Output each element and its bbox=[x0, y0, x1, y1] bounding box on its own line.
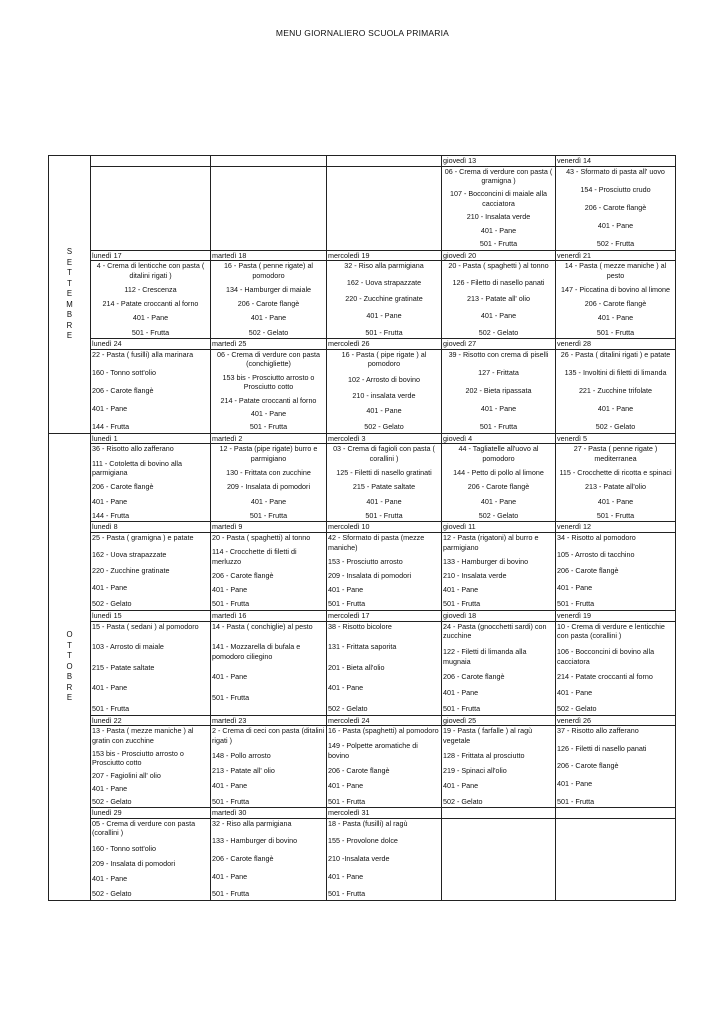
day-menu-cell bbox=[91, 349, 211, 433]
menu-item: 25 - Pasta ( gramigna ) e patate bbox=[92, 532, 194, 542]
day-header: venerdì 28 bbox=[556, 339, 676, 350]
day-menu-cell bbox=[327, 349, 442, 433]
menu-item: 401 - Pane bbox=[92, 404, 128, 414]
menu-item: 401 - Pane bbox=[212, 871, 248, 881]
menu-item: 501 - Frutta bbox=[131, 327, 170, 337]
menu-item: 162 - Uova strapazzate bbox=[346, 277, 422, 287]
menu-item: 18 - Pasta (fusilli) al ragù bbox=[328, 818, 408, 828]
week-header-row bbox=[49, 522, 676, 533]
menu-item: 12 - Pasta (pipe rigate) burro e parmigiano bbox=[219, 444, 318, 463]
menu-item: 401 - Pane bbox=[328, 585, 364, 595]
menu-item: 206 - Carote flangè bbox=[443, 672, 505, 682]
menu-item: 103 - Arrosto di maiale bbox=[92, 642, 164, 652]
menu-item: 502 - Gelato bbox=[557, 703, 597, 713]
menu-item: 20 - Pasta ( spaghetti ) al tonno bbox=[448, 261, 549, 271]
menu-item: 206 - Carote flangè bbox=[212, 853, 274, 863]
week-menu-row bbox=[49, 166, 676, 250]
menu-item: 06 - Crema di verdure con pasta ( gramigna ) bbox=[444, 166, 553, 186]
menu-item: 501 - Frutta bbox=[443, 599, 481, 609]
menu-item: 14 - Pasta ( mezze maniche ) al pesto bbox=[564, 261, 667, 280]
day-menu-cell bbox=[211, 349, 327, 433]
menu-item: 131 - Frittata saporita bbox=[328, 642, 397, 652]
day-header: giovedì 25 bbox=[442, 715, 556, 726]
menu-item: 501 - Frutta bbox=[249, 422, 288, 432]
menu-item: 502 - Gelato bbox=[248, 327, 289, 337]
menu-item: 114 - Crocchette di filetti di merluzzo bbox=[212, 547, 297, 566]
menu-item: 401 - Pane bbox=[92, 783, 128, 793]
menu-item: 502 - Gelato bbox=[478, 327, 519, 337]
day-menu-cell bbox=[556, 621, 676, 715]
day-header: giovedì 27 bbox=[442, 339, 556, 350]
menu-item: 401 - Pane bbox=[92, 582, 128, 592]
menu-item: 401 - Pane bbox=[250, 313, 287, 323]
week-header-row bbox=[49, 715, 676, 726]
week-header-row bbox=[49, 156, 676, 167]
menu-item: 111 - Cotoletta di bovino alla parmigiana bbox=[92, 458, 183, 478]
menu-item: 144 - Frutta bbox=[92, 510, 130, 520]
day-header: lunedì 1 bbox=[91, 433, 211, 444]
day-menu-cell bbox=[556, 444, 676, 522]
menu-item: 501 - Frutta bbox=[249, 510, 288, 520]
menu-item: 105 - Arrosto di tacchino bbox=[557, 549, 635, 559]
menu-item: 27 - Pasta ( penne rigate ) mediterranea bbox=[573, 444, 658, 463]
day-header: venerdì 19 bbox=[556, 610, 676, 621]
day-header: giovedì 13 bbox=[442, 156, 556, 167]
menu-item: 501 - Frutta bbox=[479, 238, 518, 248]
menu-item: 148 - Pollo arrosto bbox=[212, 750, 271, 760]
day-header: giovedì 11 bbox=[442, 522, 556, 533]
day-menu-cell bbox=[442, 349, 556, 433]
day-menu-cell bbox=[442, 166, 556, 250]
day-header: martedì 9 bbox=[211, 522, 327, 533]
menu-item: 213 - Patate all' olio bbox=[212, 766, 275, 776]
menu-item: 12 - Pasta (rigatoni) al burro e parmigiano bbox=[443, 532, 539, 552]
day-menu-cell bbox=[556, 349, 676, 433]
menu-item: 43 - Sformato di pasta all' uovo bbox=[566, 166, 665, 176]
menu-item: 125 - Filetti di nasello gratinati bbox=[336, 468, 432, 478]
menu-item: 153 - Prosciutto arrosto bbox=[328, 556, 403, 566]
menu-item: 209 - Insalata di pomodori bbox=[226, 482, 311, 492]
week-menu-row bbox=[49, 349, 676, 433]
menu-item: 206 - Carote flangè bbox=[584, 202, 647, 212]
menu-item: 214 - Patate croccanti al forno bbox=[557, 672, 653, 682]
menu-item: 206 - Carote flangè bbox=[92, 385, 154, 395]
menu-item: 401 - Pane bbox=[328, 871, 364, 881]
day-header: mercoledì 26 bbox=[327, 339, 442, 350]
day-menu-cell bbox=[327, 532, 442, 610]
day-menu-cell bbox=[211, 166, 327, 250]
day-header bbox=[556, 808, 676, 819]
day-menu-cell bbox=[327, 818, 442, 900]
day-menu-cell bbox=[211, 726, 327, 808]
menu-item: 207 - Fagiolini all' olio bbox=[92, 770, 161, 780]
day-header: lunedì 24 bbox=[91, 339, 211, 350]
menu-item: 160 - Tonno sott'olio bbox=[92, 367, 156, 377]
menu-item: 220 - Zucchine gratinate bbox=[92, 566, 170, 576]
day-menu-cell bbox=[556, 166, 676, 250]
menu-item: 133 - Hamburger di bovino bbox=[212, 836, 298, 846]
menu-item: 220 - Zucchine gratinate bbox=[345, 294, 423, 304]
menu-item: 144 - Frutta bbox=[92, 422, 130, 432]
menu-item: 501 - Frutta bbox=[328, 599, 366, 609]
menu-item: 22 - Pasta ( fusilli) alla marinara bbox=[92, 349, 194, 359]
menu-item: 160 - Tonno sott'olio bbox=[92, 843, 156, 853]
week-menu-row bbox=[49, 818, 676, 900]
menu-item: 153 bis - Prosciutto arrosto o Prosciutto cotto bbox=[222, 372, 315, 392]
week-header-row bbox=[49, 250, 676, 261]
day-menu-cell bbox=[211, 818, 327, 900]
menu-item: 501 - Frutta bbox=[596, 510, 635, 520]
menu-item: 34 - Risotto al pomodoro bbox=[557, 532, 636, 542]
menu-item: 401 - Pane bbox=[92, 496, 128, 506]
menu-item: 206 - Carote flangè bbox=[92, 482, 154, 492]
menu-item: 03 - Crema di fagioli con pasta ( corallini ) bbox=[333, 444, 435, 463]
menu-item: 106 - Bocconcini di bovino alla cacciatora bbox=[557, 646, 655, 666]
day-header: martedì 2 bbox=[211, 433, 327, 444]
menu-item: 401 - Pane bbox=[366, 406, 402, 416]
menu-item: 401 - Pane bbox=[480, 225, 517, 235]
menu-item: 05 - Crema di verdure con pasta (corallini ) bbox=[92, 818, 196, 838]
menu-item: 15 - Pasta ( sedani ) al pomodoro bbox=[92, 621, 199, 631]
day-menu-cell bbox=[327, 166, 442, 250]
day-menu-cell bbox=[556, 726, 676, 808]
menu-item: 213 - Patate all' olio bbox=[467, 294, 530, 304]
menu-item: 209 - Insalata di pomodori bbox=[328, 570, 412, 580]
menu-item: 206 - Carote flangè bbox=[467, 482, 530, 492]
menu-item: 401 - Pane bbox=[480, 310, 517, 320]
menu-item: 201 - Bieta all'olio bbox=[328, 662, 385, 672]
menu-item: 115 - Crocchette di ricotta e spinaci bbox=[559, 468, 672, 478]
menu-item: 401 - Pane bbox=[92, 683, 128, 693]
day-header: lunedì 22 bbox=[91, 715, 211, 726]
menu-item: 24 - Pasta (gnocchetti sardi) con zucchine bbox=[443, 621, 547, 641]
week-header-row bbox=[49, 433, 676, 444]
day-header bbox=[442, 808, 556, 819]
day-menu-cell bbox=[211, 444, 327, 522]
week-header-row bbox=[49, 610, 676, 621]
day-menu-cell bbox=[327, 444, 442, 522]
menu-item: 112 - Crescenza bbox=[124, 284, 177, 294]
menu-item: 206 - Carote flangè bbox=[557, 566, 619, 576]
menu-item: 401 - Pane bbox=[597, 313, 634, 323]
day-header: mercoledì 24 bbox=[327, 715, 442, 726]
month-label: O T T O B R E bbox=[49, 433, 91, 900]
menu-item: 502 - Gelato bbox=[443, 796, 483, 806]
menu-item: 401 - Pane bbox=[92, 873, 128, 883]
menu-item: 153 bis - Prosciutto arrosto o Prosciutto cotto bbox=[92, 748, 184, 768]
day-header: lunedì 15 bbox=[91, 610, 211, 621]
menu-item: 127 - Frittata bbox=[478, 367, 519, 377]
day-header bbox=[211, 156, 327, 167]
menu-item: 401 - Pane bbox=[597, 220, 634, 230]
menu-item: 401 - Pane bbox=[328, 781, 364, 791]
day-header bbox=[91, 156, 211, 167]
menu-item: 141 - Mozzarella di bufala e pomodoro ciliegino bbox=[212, 642, 301, 661]
menu-item: 401 - Pane bbox=[250, 496, 287, 506]
menu-item: 401 - Pane bbox=[328, 683, 364, 693]
day-menu-cell bbox=[91, 261, 211, 339]
menu-item: 502 - Gelato bbox=[328, 703, 368, 713]
menu-item: 20 - Pasta ( spaghetti) al tonno bbox=[212, 532, 311, 542]
day-header: martedì 16 bbox=[211, 610, 327, 621]
menu-item: 19 - Pasta ( farfalle ) al ragù vegetale bbox=[443, 726, 533, 745]
week-menu-row bbox=[49, 532, 676, 610]
menu-item: 401 - Pane bbox=[480, 404, 517, 414]
day-menu-cell bbox=[91, 818, 211, 900]
menu-item: 133 - Hamburger di bovino bbox=[443, 556, 529, 566]
menu-item: 122 - Filetti di limanda alla mugnaia bbox=[443, 646, 527, 666]
menu-item: 155 - Provolone dolce bbox=[328, 836, 398, 846]
menu-item: 501 - Frutta bbox=[212, 796, 250, 806]
menu-item: 501 - Frutta bbox=[92, 703, 130, 713]
menu-item: 401 - Pane bbox=[250, 408, 287, 418]
menu-item: 10 - Crema di verdure e lenticchie con pasta (corallini ) bbox=[557, 621, 665, 641]
day-menu-cell bbox=[91, 621, 211, 715]
menu-item: 210 - Insalata verde bbox=[443, 570, 507, 580]
week-menu-row bbox=[49, 261, 676, 339]
menu-item: 06 - Crema di verdure con pasta (conchigliette) bbox=[216, 349, 321, 369]
week-menu-row bbox=[49, 726, 676, 808]
day-menu-cell bbox=[442, 818, 556, 900]
menu-item: 16 - Pasta ( pipe rigate ) al pomodoro bbox=[341, 349, 427, 369]
menu-item: 219 - Spinaci all'olio bbox=[443, 766, 507, 776]
menu-item: 221 - Zucchine trifolate bbox=[578, 385, 653, 395]
day-menu-cell bbox=[442, 444, 556, 522]
menu-item: 210 -Insalata verde bbox=[328, 853, 390, 863]
menu-item: 210 - insalata verde bbox=[352, 390, 416, 400]
menu-item: 206 - Carote flangè bbox=[212, 570, 274, 580]
menu-item: 37 - Risotto allo zafferano bbox=[557, 726, 639, 736]
day-header: lunedì 17 bbox=[91, 250, 211, 261]
menu-item: 36 - Risotto allo zafferano bbox=[92, 444, 174, 454]
menu-item: 502 - Gelato bbox=[595, 422, 636, 432]
day-menu-cell bbox=[91, 726, 211, 808]
day-menu-cell bbox=[442, 261, 556, 339]
day-menu-cell bbox=[91, 532, 211, 610]
menu-item: 26 - Pasta ( ditalini rigati ) e patate bbox=[560, 349, 671, 359]
menu-item: 502 - Frutta bbox=[596, 238, 635, 248]
day-header: mercoledì 19 bbox=[327, 250, 442, 261]
day-menu-cell bbox=[442, 726, 556, 808]
menu-item: 501 - Frutta bbox=[443, 703, 481, 713]
day-menu-cell bbox=[91, 166, 211, 250]
menu-item: 162 - Uova strapazzate bbox=[92, 549, 167, 559]
week-menu-row bbox=[49, 444, 676, 522]
menu-item: 209 - Insalata di pomodori bbox=[92, 858, 176, 868]
menu-item: 401 - Pane bbox=[597, 496, 634, 506]
menu-item: 214 - Patate croccanti al forno bbox=[102, 299, 199, 309]
day-header: venerdì 21 bbox=[556, 250, 676, 261]
menu-item: 215 - Patate saltate bbox=[92, 662, 155, 672]
menu-item: 147 - Piccatina di bovino al limone bbox=[560, 284, 671, 294]
menu-item: 126 - Filetto di nasello panati bbox=[452, 277, 545, 287]
day-menu-cell bbox=[327, 726, 442, 808]
menu-item: 501 - Frutta bbox=[479, 422, 518, 432]
menu-item: 501 - Frutta bbox=[212, 599, 250, 609]
day-header: venerdì 26 bbox=[556, 715, 676, 726]
menu-item: 38 - Risotto bicolore bbox=[328, 621, 392, 631]
menu-item: 501 - Frutta bbox=[365, 510, 403, 520]
week-menu-row bbox=[49, 621, 676, 715]
menu-item: 501 - Frutta bbox=[596, 327, 635, 337]
page-title: MENU GIORNALIERO SCUOLA PRIMARIA bbox=[275, 28, 450, 38]
day-header: venerdì 12 bbox=[556, 522, 676, 533]
menu-item: 44 - Tagliatelle all'uovo al pomodoro bbox=[458, 444, 539, 463]
menu-item: 102 - Arrosto di bovino bbox=[348, 375, 420, 385]
menu-item: 13 - Pasta ( mezze maniche ) al gratin con zucchine bbox=[92, 726, 194, 745]
menu-item: 501 - Frutta bbox=[212, 889, 250, 899]
menu-item: 134 - Hamburger di maiale bbox=[225, 284, 312, 294]
menu-item: 401 - Pane bbox=[443, 688, 479, 698]
menu-item: 401 - Pane bbox=[212, 781, 248, 791]
menu-item: 128 - Frittata al prosciutto bbox=[443, 750, 525, 760]
menu-item: 401 - Pane bbox=[366, 310, 402, 320]
menu-item: 149 - Polpette aromatiche di bovino bbox=[328, 741, 418, 760]
menu-item: 16 - Pasta (spaghetti) al pomodoro bbox=[328, 726, 439, 736]
menu-item: 144 - Petto di pollo al limone bbox=[453, 468, 544, 478]
day-menu-cell bbox=[327, 261, 442, 339]
menu-item: 502 - Gelato bbox=[364, 422, 404, 432]
menu-item: 502 - Gelato bbox=[92, 796, 132, 806]
day-menu-cell bbox=[91, 444, 211, 522]
menu-item: 501 - Frutta bbox=[365, 327, 403, 337]
menu-item: 210 - Insalata verde bbox=[466, 212, 531, 222]
menu-item: 135 - Involtini di filetti di limanda bbox=[564, 367, 667, 377]
menu-item: 32 - Riso alla parmigiana bbox=[212, 818, 292, 828]
menu-item: 2 - Crema di ceci con pasta (ditalini rigati ) bbox=[212, 726, 325, 745]
day-header: venerdì 14 bbox=[556, 156, 676, 167]
day-header: martedì 25 bbox=[211, 339, 327, 350]
menu-item: 42 - Sformato di pasta (mezze maniche) bbox=[328, 532, 425, 552]
menu-item: 401 - Pane bbox=[557, 582, 593, 592]
day-header: mercoledì 17 bbox=[327, 610, 442, 621]
menu-item: 501 - Frutta bbox=[557, 599, 595, 609]
menu-table bbox=[48, 155, 676, 901]
menu-item: 401 - Pane bbox=[443, 585, 479, 595]
day-header bbox=[327, 156, 442, 167]
menu-item: 401 - Pane bbox=[212, 585, 248, 595]
week-header-row bbox=[49, 808, 676, 819]
menu-item: 401 - Pane bbox=[443, 781, 479, 791]
day-menu-cell bbox=[556, 818, 676, 900]
day-menu-cell bbox=[211, 261, 327, 339]
day-header: venerdì 5 bbox=[556, 433, 676, 444]
menu-item: 206 - Carote flangè bbox=[328, 766, 390, 776]
menu-item: 401 - Pane bbox=[212, 672, 248, 682]
day-header: mercoledì 10 bbox=[327, 522, 442, 533]
day-menu-cell bbox=[211, 532, 327, 610]
menu-item: 401 - Pane bbox=[132, 313, 169, 323]
menu-item: 32 - Riso alla parmigiana bbox=[344, 261, 424, 271]
menu-item: 401 - Pane bbox=[597, 404, 634, 414]
day-menu-cell bbox=[211, 621, 327, 715]
day-header: lunedì 8 bbox=[91, 522, 211, 533]
menu-item: 401 - Pane bbox=[480, 496, 517, 506]
day-header: giovedì 4 bbox=[442, 433, 556, 444]
menu-item: 501 - Frutta bbox=[328, 889, 366, 899]
month-label: S E T T E M B R E bbox=[49, 156, 91, 434]
menu-item: 401 - Pane bbox=[366, 496, 402, 506]
menu-item: 39 - Risotto con crema di piselli bbox=[448, 349, 549, 359]
menu-item: 206 - Carote flangè bbox=[237, 299, 300, 309]
menu-item: 202 - Bieta ripassata bbox=[465, 385, 532, 395]
menu-item: 502 - Gelato bbox=[92, 889, 132, 899]
menu-item: 206 - Carote flangè bbox=[557, 761, 619, 771]
menu-item: 501 - Frutta bbox=[212, 692, 250, 702]
menu-item: 206 - Carote flangè bbox=[584, 299, 647, 309]
day-header: martedì 23 bbox=[211, 715, 327, 726]
menu-item: 501 - Frutta bbox=[328, 796, 366, 806]
day-header: mercoledì 31 bbox=[327, 808, 442, 819]
day-menu-cell bbox=[442, 621, 556, 715]
menu-item: 502 - Gelato bbox=[92, 599, 132, 609]
menu-item: 4 - Crema di lenticche con pasta ( ditalini rigati ) bbox=[96, 261, 205, 280]
menu-item: 401 - Pane bbox=[557, 688, 593, 698]
menu-item: 126 - Filetti di nasello panati bbox=[557, 743, 647, 753]
menu-item: 502 - Gelato bbox=[478, 510, 519, 520]
day-menu-cell bbox=[327, 621, 442, 715]
day-header: giovedì 20 bbox=[442, 250, 556, 261]
day-header: martedì 18 bbox=[211, 250, 327, 261]
menu-item: 107 - Bocconcini di maiale alla cacciatora bbox=[449, 189, 548, 209]
menu-item: 16 - Pasta ( penne rigate) al pomodoro bbox=[223, 261, 314, 280]
day-header: giovedì 18 bbox=[442, 610, 556, 621]
day-header: martedì 30 bbox=[211, 808, 327, 819]
day-header: lunedì 29 bbox=[91, 808, 211, 819]
menu-item: 501 - Frutta bbox=[557, 796, 595, 806]
menu-item: 213 - Patate all'olio bbox=[585, 482, 646, 492]
week-header-row bbox=[49, 339, 676, 350]
menu-item: 154 - Prosciutto crudo bbox=[580, 184, 651, 194]
menu-item: 14 - Pasta ( conchiglie) al pesto bbox=[212, 621, 313, 631]
menu-item: 401 - Pane bbox=[557, 778, 593, 788]
day-header: mercoledì 3 bbox=[327, 433, 442, 444]
day-menu-cell bbox=[442, 532, 556, 610]
day-menu-cell bbox=[556, 261, 676, 339]
menu-item: 214 - Patate croccanti al forno bbox=[220, 395, 317, 405]
day-menu-cell bbox=[556, 532, 676, 610]
menu-item: 215 - Patate saltate bbox=[352, 482, 416, 492]
menu-item: 130 - Frittata con zucchine bbox=[226, 468, 311, 478]
